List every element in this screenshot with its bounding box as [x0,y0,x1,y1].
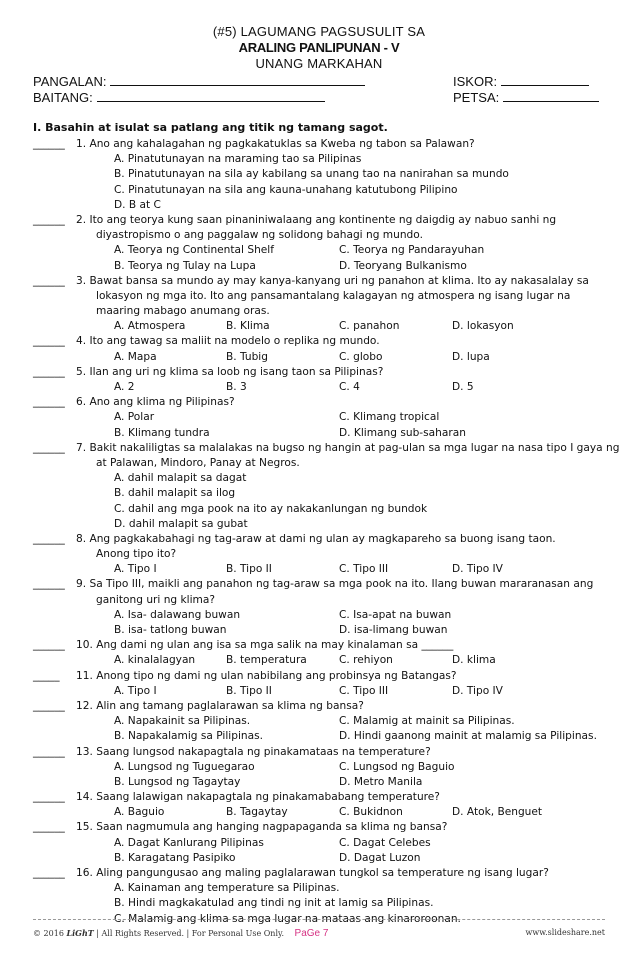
option-choice: C. 4 [339,381,360,393]
options-row [0,881,638,896]
option-choice: B. Klimang tundra [114,426,210,439]
option-choice: B. Karagatang Pasipiko [114,851,236,864]
petsa-field [453,90,599,105]
options-row [0,896,638,911]
option-choice: C. Tipo III [339,563,389,576]
question-row [0,274,638,289]
option-choice: A. Lungsod ng Tuguegarao [114,760,255,773]
question-text: 7. Bakit nakaliligtas sa malalakas na bugso ng hangin at pag-ulan sa mga lugar na nasa tipo I gaya ng [76,441,620,454]
option-choice: B. Klima [226,320,270,333]
question-row [0,365,638,380]
question-row [0,820,638,835]
iskor-blank[interactable] [501,84,589,86]
options-row [0,653,638,668]
question-row [0,790,638,805]
title-line-2: ARALING PANLIPUNAN - V [238,40,400,55]
question-text-continued: Anong tipo ito? [96,548,177,561]
options-row [0,243,638,258]
question-row [0,638,638,653]
option-choice: C. globo [339,350,383,363]
options-row [0,517,638,532]
answer-blank[interactable]: ______ [33,396,65,409]
option-choice: D. Teoryang Bulkanismo [339,259,467,272]
option-choice: A. Isa- dalawang buwan [114,608,241,621]
options-row [0,729,638,744]
option-choice: D. Metro Manila [339,775,423,788]
options-row [0,623,638,638]
options-row [0,198,638,213]
answer-blank[interactable]: ______ [33,821,65,834]
options-row [0,471,638,486]
options-row [0,851,638,866]
option-choice: D. lupa [452,350,490,363]
answer-blank[interactable]: ______ [33,699,65,712]
option-choice: A. Pinatutunayan na maraming tao sa Pilipinas [114,153,362,166]
page-number: PaGe 7 [294,928,329,939]
options-row [0,152,638,167]
question-text: 6. Ano ang klima ng Pilipinas? [76,396,235,409]
baitang-label: BAITANG: [33,90,93,105]
options-row [0,714,638,729]
options-row [0,836,638,851]
question-text: 3. Bawat bansa sa mundo ay may kanya-kanyang uri ng panahon at klima. Ito ay nakasalalay sa [76,274,589,287]
option-choice: A. kinalalagyan [114,654,196,667]
option-choice: B. Teorya ng Tulay na Lupa [114,259,256,272]
options-row [0,259,638,274]
question-row [0,441,638,456]
option-choice: C. Isa-apat na buwan [339,608,452,621]
option-choice: A. Dagat Kanlurang Pilipinas [114,836,264,849]
answer-blank[interactable]: ______ [33,867,65,879]
answer-blank[interactable]: ______ [33,274,65,287]
option-choice: D. Hindi gaanong mainit at malamig sa Pilipinas. [339,730,597,743]
option-choice: B. dahil malapit sa ilog [114,487,236,500]
question-row [0,334,638,349]
options-row [0,805,638,820]
pangalan-label: PANGALAN: [33,74,107,89]
pangalan-blank[interactable] [110,84,365,86]
section-instruction: I. Basahin at isulat sa patlang ang titik ng tamang sagot. [33,121,388,134]
answer-blank[interactable]: ______ [33,532,65,545]
option-choice: D. Dagat Luzon [339,851,421,864]
option-choice: B. Napakalamig sa Pilipinas. [114,730,263,743]
question-text: 5. Ilan ang uri ng klima sa loob ng isang taon sa Pilipinas? [76,365,384,378]
option-choice: C. Malamig at mainit sa Pilipinas. [339,715,515,728]
question-row [0,669,638,684]
option-choice: B. Pinatutunayan na sila ay kabilang sa unang tao na nanirahan sa mundo [114,168,509,181]
option-choice: B. Tagaytay [226,806,288,819]
option-choice: B. 3 [226,381,247,393]
question-text: 8. Ang pagkakabahagi ng tag-araw at dami ng ulan ay magkapareho sa buong isang taon. [76,532,556,545]
option-choice: A. Tipo I [114,563,157,576]
baitang-blank[interactable] [97,100,325,102]
answer-blank[interactable]: ______ [33,213,65,226]
option-choice: A. dahil malapit sa dagat [114,472,247,485]
options-row [0,486,638,501]
title-line-3: UNANG MARKAHAN [255,56,383,71]
question-continuation [0,593,638,608]
option-choice: B. isa- tatlong buwan [114,624,227,636]
option-choice: B. Tipo II [226,684,272,697]
question-text-continued: maaring mabago anumang oras. [96,305,270,318]
option-choice: A. 2 [114,381,135,393]
question-row [0,532,638,547]
option-choice: D. Atok, Benguet [452,806,543,819]
pangalan-field [33,74,365,89]
options-row [0,350,638,365]
option-choice: D. Tipo IV [452,563,503,576]
question-text: 12. Alin ang tamang paglalarawan sa klima ng bansa? [76,699,364,712]
option-choice: B. temperatura [226,654,307,667]
options-row [0,502,638,517]
rights-text: | All Rights Reserved. | For Personal Use Only. [96,929,284,938]
options-row [0,562,638,577]
question-continuation [0,289,638,304]
options-row [0,167,638,182]
option-choice: B. Tipo II [226,563,272,576]
option-choice: A. Kainaman ang temperature sa Pilipinas. [114,882,340,895]
option-choice: C. dahil ang mga pook na ito ay nakakanlungan ng bundok [114,502,428,515]
baitang-field [33,90,325,105]
option-choice: C. Pinatutunayan na sila ang kauna-unahang katutubong Pilipino [114,183,458,196]
answer-blank[interactable]: ______ [33,578,65,591]
option-choice: A. Polar [114,411,155,424]
answer-blank[interactable]: ______ [33,745,65,758]
option-choice: A. Tipo I [114,684,157,697]
option-choice: C. Klimang tropical [339,411,440,424]
question-row [0,395,638,410]
question-text: 13. Saang lungsod nakapagtala ng pinakamataas na temperature? [76,745,431,758]
question-list [0,137,638,927]
option-choice: D. isa-limang buwan [339,624,448,636]
question-text-continued: lokasyon ng mga ito. Ito ang pansamantalang kalagayan ng atmospera ng isang lugar na [96,289,571,302]
question-text-continued: at Palawan, Mindoro, Panay at Negros. [96,456,300,469]
option-choice: D. 5 [452,381,474,393]
question-text: 9. Sa Tipo III, maikli ang panahon ng tag-araw sa mga pook na ito. Ilang buwan mararanasan ang [76,578,594,591]
petsa-label: PETSA: [453,90,500,105]
answer-blank[interactable]: ______ [33,335,65,348]
option-choice: C. Tipo III [339,684,389,697]
options-row [0,319,638,334]
brand-name: LiGhT [66,928,94,938]
question-continuation [0,228,638,243]
petsa-blank[interactable] [503,100,599,102]
copyright-text: © 2016 [33,929,64,938]
options-row [0,775,638,790]
option-choice: D. klima [452,654,496,667]
title-line-1: (#5) LAGUMANG PAGSUSULIT SA [212,24,426,39]
question-text: 4. Ito ang tawag sa maliit na modelo o replika ng mundo. [76,335,380,348]
question-row [0,213,638,228]
answer-blank[interactable]: ______ [33,441,65,454]
question-continuation [0,547,638,562]
options-row [0,760,638,775]
option-choice: D. Tipo IV [452,684,503,697]
footer-site: www.slideshare.net [525,928,605,937]
option-choice: B. Hindi magkakatulad ang tindi ng init at lamig sa Pilipinas. [114,897,434,910]
options-row [0,183,638,198]
question-text: 10. Ang dami ng ulan ang isa sa mga salik na may kinalaman sa ______ [76,639,454,652]
iskor-field [453,74,589,89]
option-choice: A. Mapa [114,350,157,363]
question-continuation [0,304,638,319]
answer-blank[interactable]: ______ [33,791,65,804]
options-row [0,684,638,699]
question-row [0,137,638,152]
option-choice: C. panahon [339,320,400,333]
question-continuation [0,456,638,471]
question-text: 16. Aling pangungusao ang maling paglalarawan tungkol sa temperature ng isang lugar? [76,867,549,879]
answer-blank[interactable]: ______ [33,639,65,652]
option-choice: A. Baguio [114,806,165,819]
question-text-continued: diyastropismo o ang paggalaw ng solidong bahagi ng mundo. [96,229,423,242]
question-text: 15. Saan nagmumula ang hanging nagpapaganda sa klima ng bansa? [76,821,448,834]
option-choice: D. lokasyon [452,320,514,333]
options-row [0,380,638,395]
question-text-continued: ganitong uri ng klima? [96,593,215,606]
answer-blank[interactable]: ______ [33,138,65,150]
option-choice: A. Atmospera [114,320,186,333]
option-choice: A. Napakainit sa Pilipinas. [114,715,251,728]
answer-blank[interactable]: ______ [33,365,65,378]
question-row [0,745,638,760]
option-choice: C. Dagat Celebes [339,836,431,849]
option-choice: D. dahil malapit sa gubat [114,517,248,530]
question-text: 11. Anong tipo ng dami ng ulan nabibilang ang probinsya ng Batangas? [76,669,457,682]
question-row [0,866,638,881]
option-choice: C. Bukidnon [339,806,403,819]
option-choice: B. Tubig [226,350,268,363]
iskor-label: ISKOR: [453,74,498,89]
option-choice: D. Klimang sub-saharan [339,426,466,439]
option-choice: C. Lungsod ng Baguio [339,760,455,773]
footer-divider [33,919,605,920]
option-choice: C. rehiyon [339,654,393,667]
question-row [0,699,638,714]
question-text: 2. Ito ang teorya kung saan pinaniniwalaang ang kontinente ng daigdig ay nabuo sanhi ng [76,213,557,226]
question-text: 1. Ano ang kahalagahan ng pagkakatuklas sa Kweba ng tabon sa Palawan? [76,138,475,150]
option-choice: B. Lungsod ng Tagaytay [114,775,241,788]
option-choice: C. Teorya ng Pandarayuhan [339,244,485,257]
option-choice: A. Teorya ng Continental Shelf [114,244,274,257]
options-row [0,608,638,623]
question-row [0,577,638,592]
question-text: 14. Saang lalawigan nakapagtala ng pinakamababang temperature? [76,791,440,804]
answer-blank[interactable]: _____ [33,669,60,682]
option-choice: D. B at C [114,198,161,211]
options-row [0,426,638,441]
footer-left [33,928,328,939]
options-row [0,410,638,425]
option-choice: C. Malamig ang klima sa mga lugar na mataas ang kinaroroonan. [114,912,461,925]
